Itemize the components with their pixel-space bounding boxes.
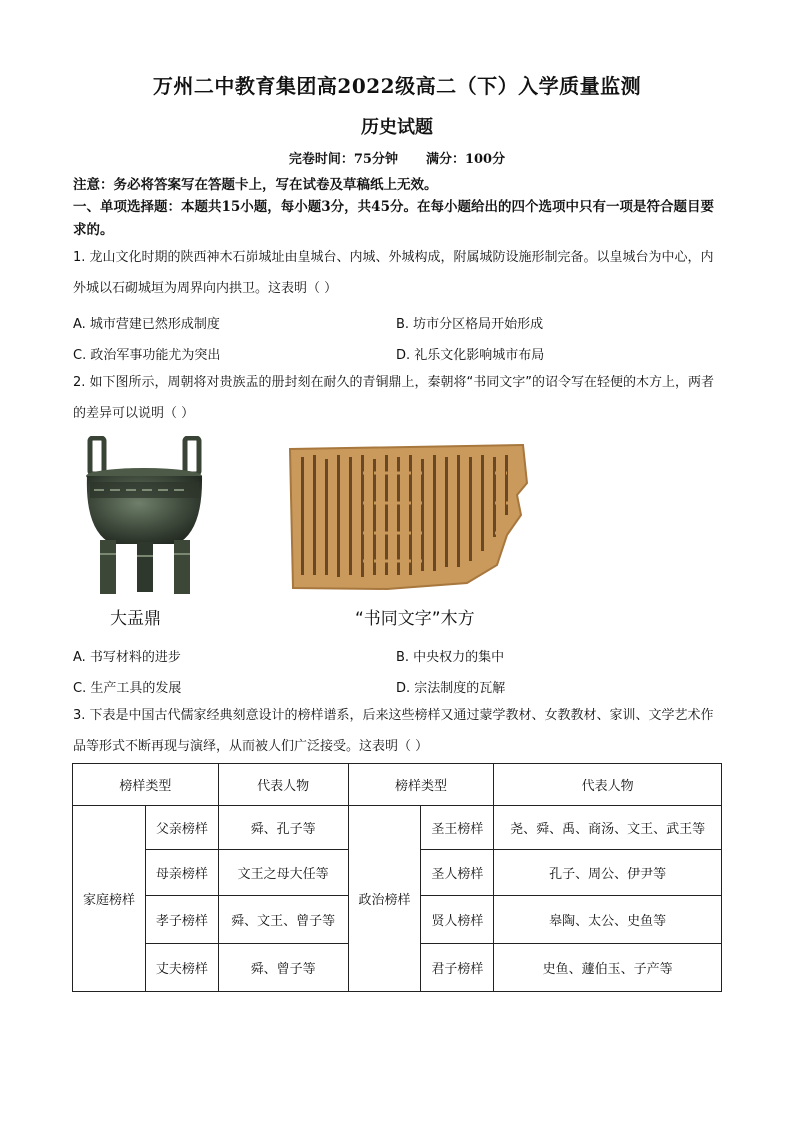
q2-option-d[interactable]: D. 宗法制度的瓦解 [396,681,506,696]
table-group-cell: 政治榜样 [348,806,421,992]
table-header-cell: 榜样类型 [73,764,219,806]
exam-meta [0,148,794,167]
table-cell: 贤人榜样 [421,896,494,944]
wooden-tablet-image [287,443,532,591]
q1-option-b[interactable]: B. 坊市分区格局开始形成 [396,317,544,332]
table-cell: 丈夫榜样 [145,944,218,992]
table-header-row [73,764,722,806]
q1-option-a[interactable]: A. 城市营建已然形成制度 [73,317,220,332]
table-cell: 史鱼、蘧伯玉、子产等 [494,944,722,992]
table-group-cell: 家庭榜样 [73,806,146,992]
table-cell: 孝子榜样 [145,896,218,944]
table-cell: 母亲榜样 [145,850,218,896]
q2-option-c[interactable]: C. 生产工具的发展 [73,681,182,696]
q1-option-d[interactable]: D. 礼乐文化影响城市布局 [396,348,545,363]
table-cell: 圣人榜样 [421,850,494,896]
question-3-stem: 3. 下表是中国古代儒家经典刻意设计的榜样谱系，后来这些榜样又通过蒙学教材、女教教材、家训、文学艺术作品等形式不断再现与演绎，从而被人们广泛接受。这表明（ ） [73,708,714,754]
exam-subtitle: 历史试题 [361,117,433,138]
exam-notice: 注意：务必将答案写在答题卡上，写在试卷及草稿纸上无效。 [73,177,438,193]
table-cell: 尧、舜、禹、商汤、文王、武王等 [494,806,722,850]
exam-score: 满分：100分 [425,152,506,167]
q2-option-b[interactable]: B. 中央权力的集中 [396,650,505,665]
table-cell: 文王之母大任等 [218,850,348,896]
caption-da-yu-ding: 大盂鼎 [110,609,161,629]
caption-wooden-tablet: “书同文字”木方 [355,609,475,629]
da-yu-ding-image [82,436,207,596]
q2-option-a[interactable]: A. 书写材料的进步 [73,650,181,665]
table-header-cell: 榜样类型 [348,764,494,806]
exam-title: 万州二中教育集团高2022级高二（下）入学质量监测 [152,74,642,98]
table-cell: 舜、曾子等 [218,944,348,992]
table-header-cell: 代表人物 [494,764,722,806]
section-heading: 一、单项选择题：本题共15小题，每小题3分，共45分。在每小题给出的四个选项中只有一项是符合题目要求的。 [73,199,714,238]
table-cell: 君子榜样 [421,944,494,992]
table-header-cell: 代表人物 [218,764,348,806]
role-model-table [72,763,722,992]
question-2-stem: 2. 如下图所示，周朝将对贵族盂的册封刻在耐久的青铜鼎上，秦朝将“书同文字”的诏令写在轻便的木方上，两者的差异可以说明（ ） [73,375,715,421]
table-cell: 皋陶、太公、史鱼等 [494,896,722,944]
table-cell: 父亲榜样 [145,806,218,850]
question-1-stem: 1. 龙山文化时期的陕西神木石峁城址由皇城台、内城、外城构成，附属城防设施形制完备。以皇城台为中心，内外城以石砌城垣为周界向内拱卫。这表明（ ） [73,250,714,296]
table-cell: 舜、孔子等 [218,806,348,850]
q1-option-c[interactable]: C. 政治军事功能尤为突出 [73,348,221,363]
table-cell: 孔子、周公、伊尹等 [494,850,722,896]
table-cell: 舜、文王、曾子等 [218,896,348,944]
exam-time: 完卷时间：75分钟 [288,152,398,167]
table-cell: 圣王榜样 [421,806,494,850]
table-row [73,806,722,850]
